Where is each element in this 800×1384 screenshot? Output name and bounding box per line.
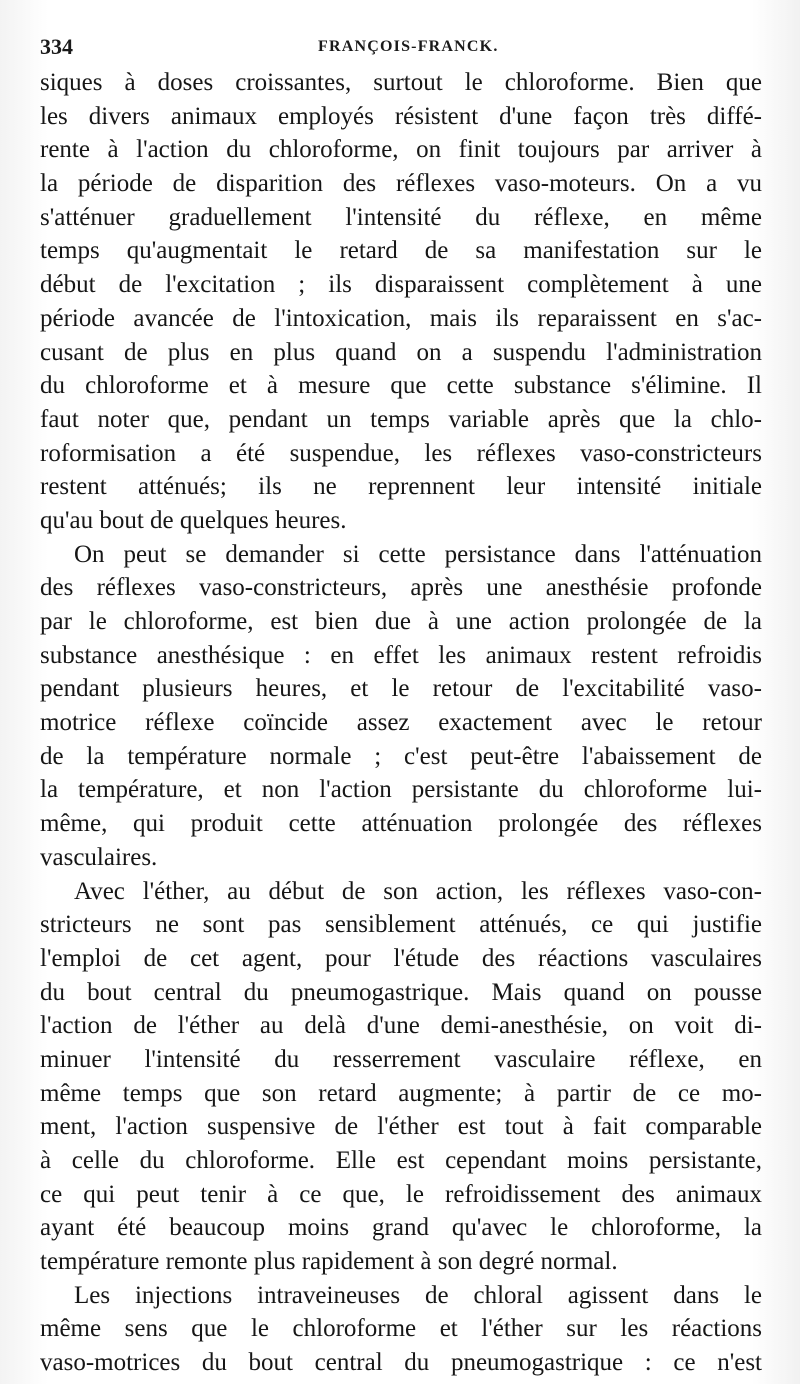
text-line: roformisation a été suspendue, les réflexes vaso-constricteurs bbox=[40, 439, 762, 467]
paragraph bbox=[40, 66, 762, 538]
text-line: motrice réflexe coïncide assez exactement avec le retour bbox=[40, 709, 762, 737]
text-line: Avec l'éther, au début de son action, les réflexes vaso-con- bbox=[74, 877, 762, 905]
text-line: l'action de l'éther au delà d'une demi-anesthésie, on voit di- bbox=[40, 1012, 762, 1040]
text-line: rente à l'action du chloroforme, on finit toujours par arriver à bbox=[40, 136, 762, 164]
text-line: vasculaires. bbox=[40, 843, 158, 871]
text-line: Les injections intraveineuses de chloral agissent dans le bbox=[74, 1281, 762, 1309]
paragraph bbox=[40, 1279, 762, 1380]
text-line: cusant de plus en plus quand on a suspendu l'administration bbox=[40, 338, 762, 366]
text-line: par le chloroforme, est bien due à une action prolongée de la bbox=[40, 608, 762, 635]
page-number: 334 bbox=[40, 34, 73, 59]
text-line: température remonte plus rapidement à son degré normal. bbox=[40, 1248, 618, 1276]
text-line: début de l'excitation ; ils disparaissent complètement à une bbox=[40, 271, 762, 299]
text-line: les divers animaux employés résistent d'une façon très diffé- bbox=[40, 102, 762, 130]
text-line: la période de disparition des réflexes vaso-moteurs. On a vu bbox=[40, 170, 762, 198]
text-line: à celle du chloroforme. Elle est cependant moins persistante, bbox=[40, 1147, 762, 1174]
text-line: même temps que son retard augmente; à partir de ce mo- bbox=[40, 1079, 762, 1107]
text-line: période avancée de l'intoxication, mais ils reparaissent en s'ac- bbox=[40, 304, 762, 332]
text-line: même, qui produit cette atténuation prolongée des réflexes bbox=[40, 810, 762, 838]
text-line: du chloroforme et à mesure que cette substance s'élimine. Il bbox=[40, 372, 762, 400]
text-line: minuer l'intensité du resserrement vasculaire réflexe, en bbox=[40, 1045, 762, 1073]
text-line: On peut se demander si cette persistance dans l'atténuation bbox=[74, 540, 762, 568]
text-line: ment, l'action suspensive de l'éther est tout à fait comparable bbox=[40, 1113, 762, 1141]
text-line: pendant plusieurs heures, et le retour de l'excitabilité vaso- bbox=[40, 675, 762, 703]
text-line: même sens que le chloroforme et l'éther sur les réactions bbox=[40, 1315, 762, 1343]
running-head: FRANÇOIS-FRANCK. bbox=[318, 38, 499, 55]
text-line: siques à doses croissantes, surtout le chloroforme. Bien que bbox=[40, 69, 762, 96]
text-line: restent atténués; ils ne reprennent leur intensité initiale bbox=[40, 473, 762, 501]
text-line: ce qui peut tenir à ce que, le refroidissement des animaux bbox=[40, 1180, 762, 1208]
text-line: s'atténuer graduellement l'intensité du réflexe, en même bbox=[40, 203, 762, 231]
text-line: stricteurs ne sont pas sensiblement atténués, ce qui justifie bbox=[40, 911, 762, 939]
text-line: l'emploi de cet agent, pour l'étude des réactions vasculaires bbox=[40, 944, 762, 972]
text-line: du bout central du pneumogastrique. Mais quand on pousse bbox=[40, 978, 762, 1006]
text-line: ayant été beaucoup moins grand qu'avec le chloroforme, la bbox=[40, 1214, 762, 1242]
body-text bbox=[40, 66, 762, 1380]
text-line: la température, et non l'action persistante du chloroforme lui- bbox=[40, 776, 762, 804]
paragraph bbox=[40, 538, 762, 875]
text-line: de la température normale ; c'est peut-être l'abaissement de bbox=[40, 742, 762, 770]
text-line: vaso-motrices du bout central du pneumogastrique : ce n'est bbox=[40, 1349, 762, 1377]
paragraph bbox=[40, 875, 762, 1279]
text-line: faut noter que, pendant un temps variable après que la chlo- bbox=[40, 405, 762, 433]
text-line: qu'au bout de quelques heures. bbox=[40, 506, 347, 534]
page-header bbox=[40, 28, 760, 64]
text-line: substance anesthésique : en effet les animaux restent refroidis bbox=[40, 641, 762, 669]
text-line: des réflexes vaso-constricteurs, après une anesthésie profonde bbox=[40, 574, 762, 602]
text-line: temps qu'augmentait le retard de sa manifestation sur le bbox=[40, 237, 762, 265]
